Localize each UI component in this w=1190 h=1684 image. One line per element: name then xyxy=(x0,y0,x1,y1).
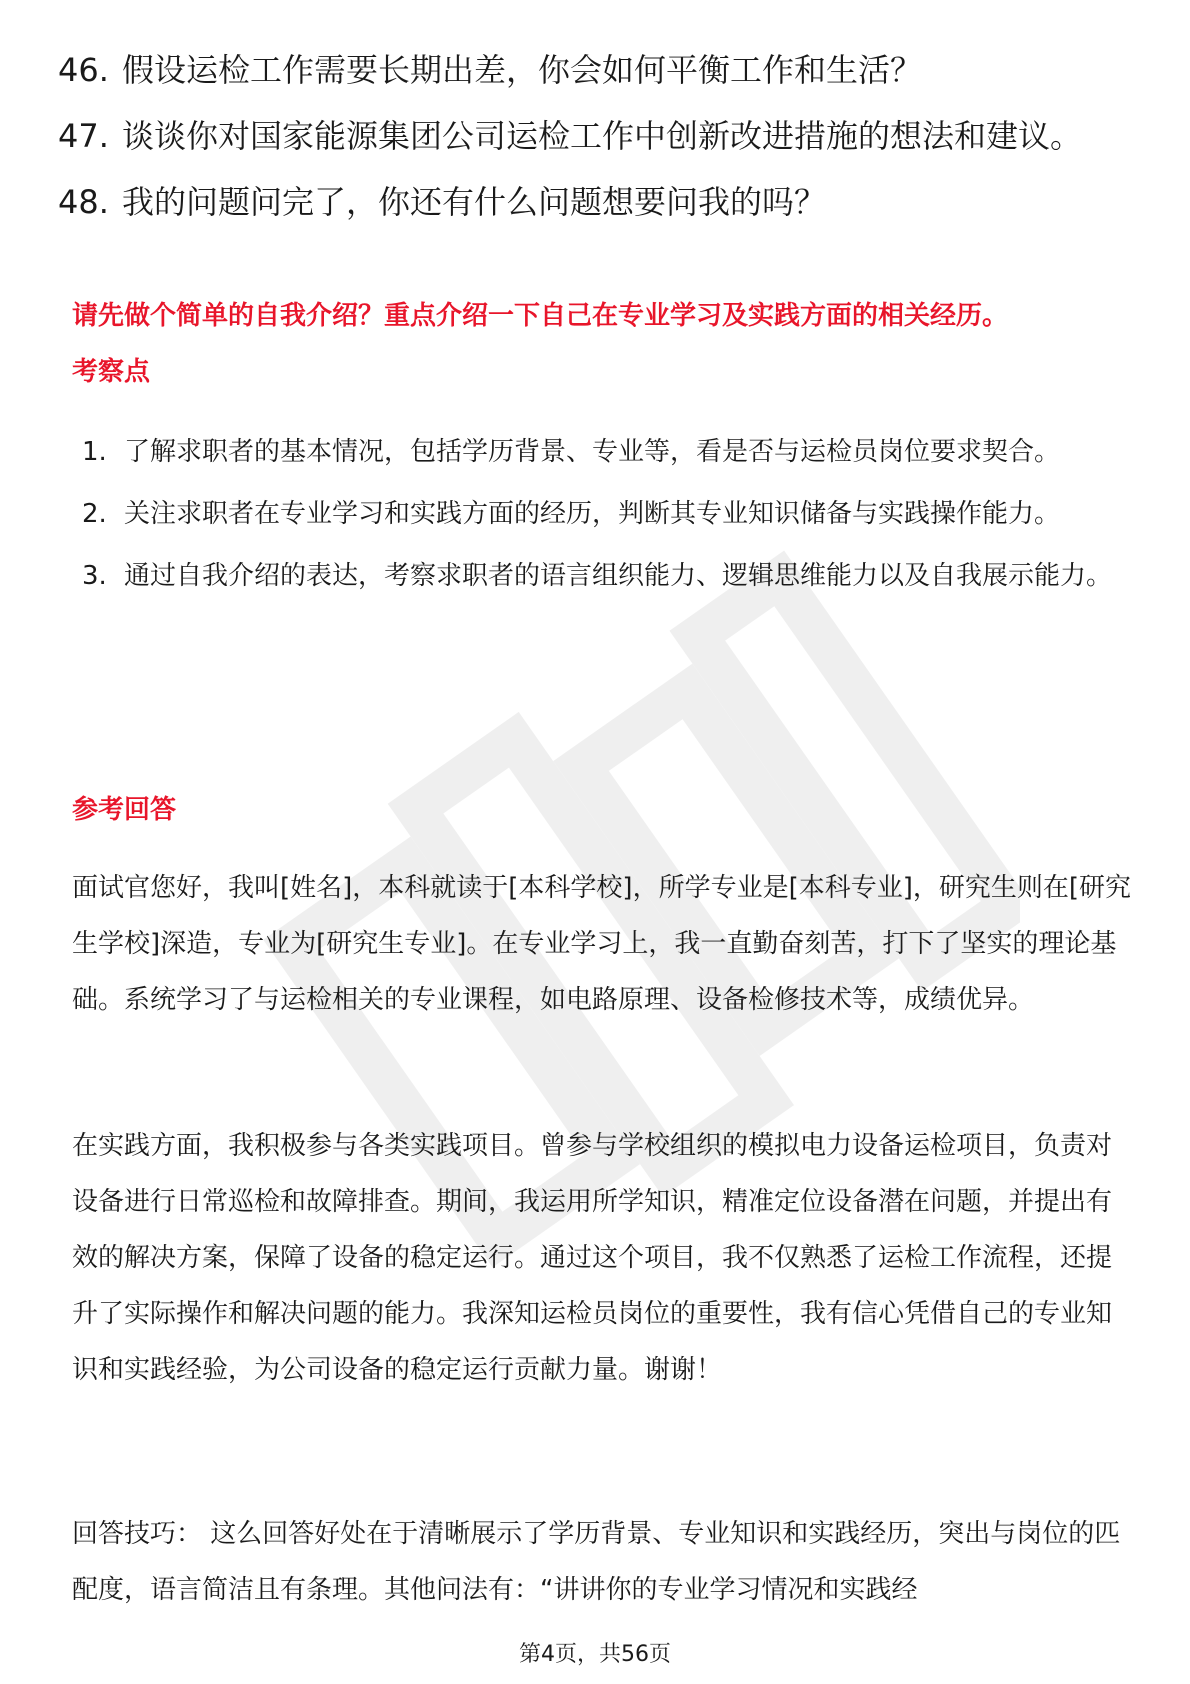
point-number: 3. xyxy=(82,561,107,591)
point-text: 了解求职者的基本情况，包括学历背景、专业等，看是否与运检员岗位要求契合。 xyxy=(124,437,1061,467)
assessment-point xyxy=(82,548,1122,604)
question-number: 46. xyxy=(58,51,109,89)
answer-paragraph-2: 在实践方面，我积极参与各类实践项目。曾参与学校组织的模拟电力设备运检项目，负责对设备进行日常巡检和故障排查。期间，我运用所学知识，精准定位设备潜在问题，并提出有效的解决方案，保障了设备的稳定运行。通过这个项目，我不仅熟悉了运检工作流程，还提升了实际操作和解决问题的能力。我深知运检员岗位的重要性，我有信心凭借自己的专业知识和实践经验，为公司设备的稳定运行贡献力量。谢谢！ xyxy=(72,1131,1113,1385)
page-footer: 第4页，共56页 xyxy=(519,1642,671,1667)
question-text: 假设运检工作需要长期出差，你会如何平衡工作和生活？ xyxy=(122,51,923,89)
question-text: 谈谈你对国家能源集团公司运检工作中创新改进措施的想法和建议。 xyxy=(122,117,1083,155)
question-text: 我的问题问完了，你还有什么问题想要问我的吗？ xyxy=(122,183,827,221)
question-item-47 xyxy=(58,114,1138,158)
assessment-point xyxy=(82,424,1122,480)
reference-answer-heading: 参考回答 xyxy=(72,795,177,825)
question-item-46 xyxy=(58,48,1138,92)
point-number: 2. xyxy=(82,499,107,529)
point-text: 通过自我介绍的表达，考察求职者的语言组织能力、逻辑思维能力以及自我展示能力。 xyxy=(124,561,1113,591)
answer-paragraph-1: 面试官您好，我叫[姓名]，本科就读于[本科学校]，所学专业是[本科专业]，研究生则在[研究生学校]深造，专业为[研究生专业]。在专业学习上，我一直勤奋刻苦，打下了坚实的理论基础。系统学习了与运检相关的专业课程，如电路原理、设备检修技术等，成绩优异。 xyxy=(72,873,1132,1015)
point-number: 1. xyxy=(82,437,107,467)
assessment-points-list xyxy=(82,424,1122,610)
assessment-point xyxy=(82,486,1122,542)
interview-question-heading: 请先做个简单的自我介绍？重点介绍一下自己在专业学习及实践方面的相关经历。 xyxy=(72,301,1009,331)
answer-tips-paragraph: 回答技巧： 这么回答好处在于清晰展示了学历背景、专业知识和实践经历，突出与岗位的匹配度，语言简洁且有条理。其他问法有：“讲讲你的专业学习情况和实践经 xyxy=(72,1519,1121,1605)
question-number: 48. xyxy=(58,183,109,221)
question-item-48 xyxy=(58,180,1138,224)
question-list xyxy=(58,48,1138,246)
question-number: 47. xyxy=(58,117,109,155)
point-text: 关注求职者在专业学习和实践方面的经历，判断其专业知识储备与实践操作能力。 xyxy=(124,499,1061,529)
assessment-points-heading: 考察点 xyxy=(72,357,151,387)
